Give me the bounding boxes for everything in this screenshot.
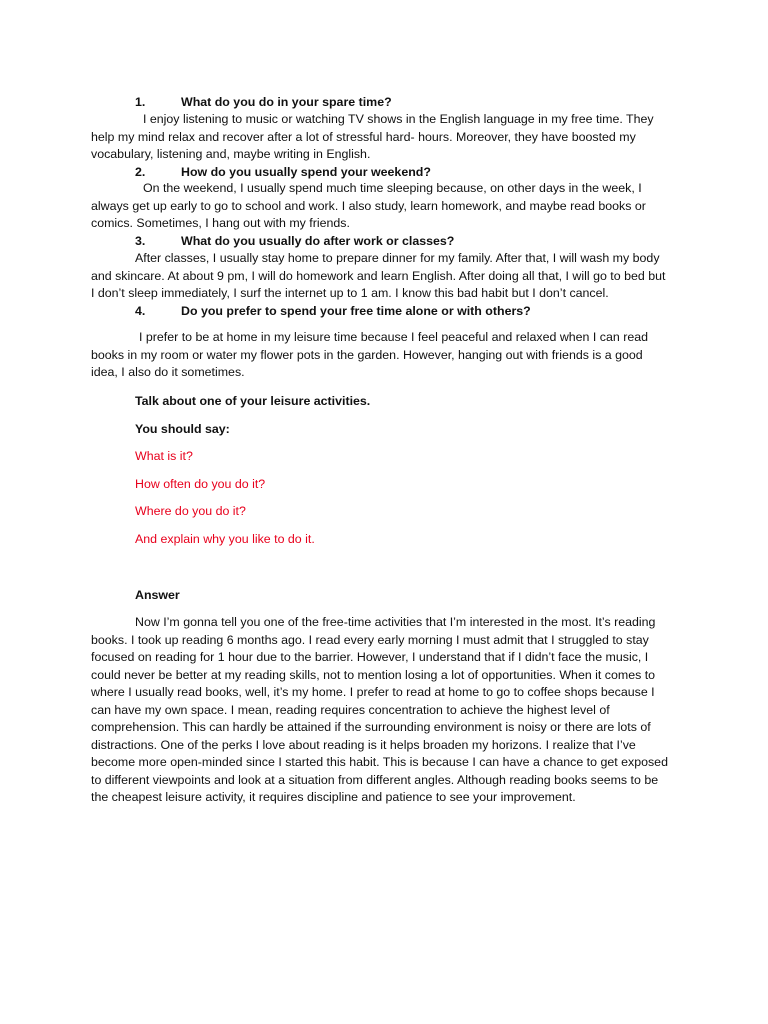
answer-line: comprehension. This can hardly be attained if the surrounding environment is noisy or there are lots of (91, 720, 651, 734)
question-heading (0, 163, 768, 181)
question-answer: I prefer to be at home in my leisure time because I feel peaceful and relaxed when I can read books in my room or water my flower pots in the garden. However, hanging out with friends is a good idea, I also do it sometimes. (91, 330, 648, 379)
question-text: What do you usually do after work or classes? (181, 234, 455, 248)
answer-line: focused on reading for 1 hour due to the barrier. However, I understand that if I didn’t face the music, I (91, 650, 649, 664)
question-heading (0, 302, 768, 320)
answer-line: books. I took up reading 6 months ago. I read every early morning I must admit that I struggled to stay (91, 633, 649, 647)
answer-line: distractions. One of the perks I love about reading is it helps broaden my horizons. I realize that I’ve (91, 738, 636, 752)
question-number: 1. (135, 95, 146, 109)
answer-line: can have my own space. I mean, reading requires concentration to achieve the highest level of (91, 703, 610, 717)
cue-card-point: How often do you do it? (135, 477, 266, 491)
question-number: 2. (135, 165, 146, 179)
question-text: What do you do in your spare time? (181, 95, 392, 109)
question-number: 4. (135, 304, 146, 318)
question-answer: After classes, I usually stay home to prepare dinner for my family. After that, I will wash my body and skincare. At about 9 pm, I will do homework and learn English. After doing all that, I will go to bed but I don’t sleep immediately, I surf the internet up to 1 am. I know this bad habit but I don’t cancel. (91, 251, 666, 300)
cue-card-point: What is it? (135, 449, 193, 463)
answer-line: could never be better at my reading skills, not to mention losing a lot of opportunities. When it comes to (91, 668, 656, 682)
question-text: How do you usually spend your weekend? (181, 165, 431, 179)
cue-card-point: And explain why you like to do it. (135, 532, 315, 546)
question-number: 3. (135, 234, 146, 248)
answer-line: the cheapest leisure activity, it requires discipline and patience to see your improvement. (91, 790, 576, 804)
cue-card-prompt: You should say: (135, 422, 230, 436)
question-answer: I enjoy listening to music or watching TV shows in the English language in my free time. They help my mind relax and recover after a lot of stressful hard- hours. Moreover, they have boosted my vocabulary, listening and, maybe writing in English. (91, 112, 654, 161)
question-answer: On the weekend, I usually spend much time sleeping because, on other days in the week, I always get up early to go to school and work. I also study, learn homework, and maybe read books or comics. Sometimes, I hang out with my friends. (91, 181, 646, 230)
answer-line: to different viewpoints and look at a situation from different angles. Although reading books seems to be (91, 773, 659, 787)
question-heading (0, 232, 768, 250)
question-text: Do you prefer to spend your free time alone or with others? (181, 304, 531, 318)
answer-heading: Answer (135, 588, 180, 602)
question-heading (0, 93, 768, 111)
cue-card-topic: Talk about one of your leisure activities. (135, 394, 371, 408)
answer-line: where I usually read books, well, it’s my home. I prefer to read at home to go to coffee shops because I (91, 685, 655, 699)
cue-card-point: Where do you do it? (135, 504, 246, 518)
answer-line: Now I’m gonna tell you one of the free-time activities that I’m interested in the most. It’s reading (135, 615, 656, 629)
answer-line: become more open-minded since I started this habit. This is because I can have a chance to get exposed (91, 755, 668, 769)
